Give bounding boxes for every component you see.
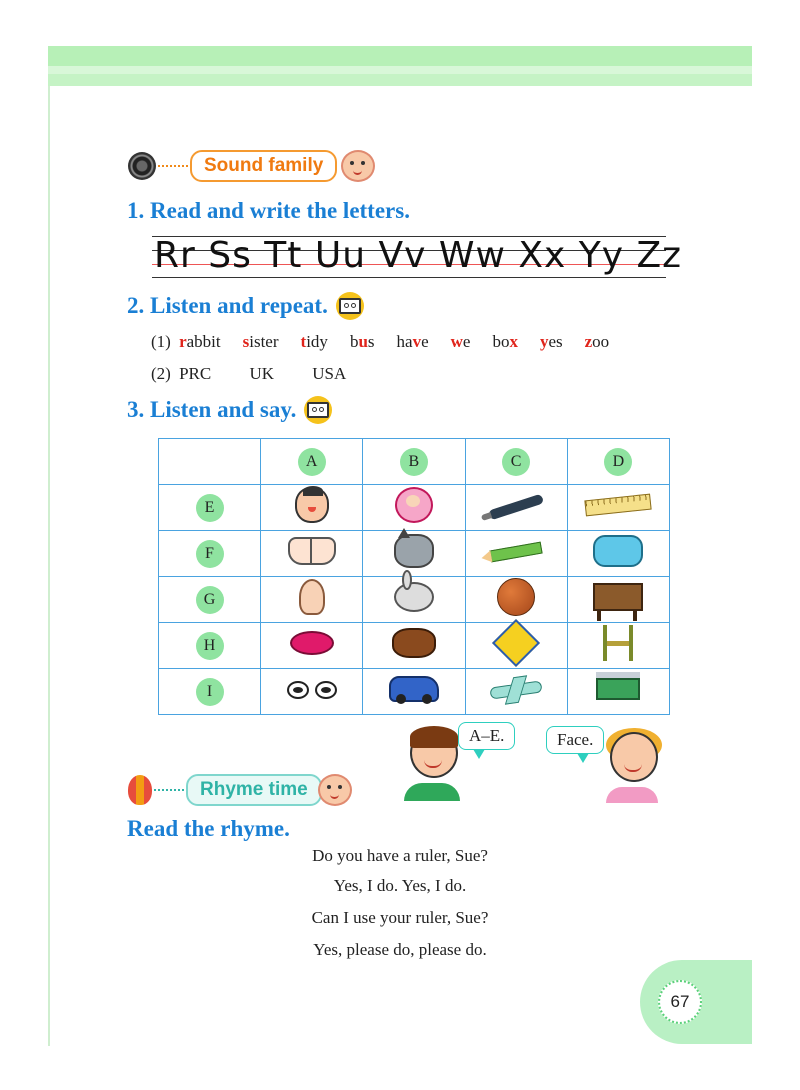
cassette-icon[interactable] [304, 396, 332, 424]
books-icon [596, 678, 640, 700]
phonics-words-line [151, 332, 631, 352]
highlighted-letter: z [584, 332, 593, 351]
sound-family-badge [128, 150, 375, 182]
grid-row-f [159, 531, 670, 577]
cat-icon [394, 534, 434, 568]
column-label: D [604, 448, 632, 476]
word-part: ister [249, 332, 279, 351]
word-part: oo [592, 332, 610, 351]
highlighted-letter: w [450, 332, 463, 351]
grid-header-row [159, 439, 670, 485]
exercise3-header [127, 396, 332, 424]
abbr-item: USA [312, 364, 347, 383]
ruler-icon [585, 494, 652, 517]
word-part: e [421, 332, 429, 351]
rhyme-line: Yes, I do. Yes, I do. [333, 876, 467, 895]
kite-icon [492, 619, 540, 667]
highlighted-letter: t [300, 332, 307, 351]
boy-face-icon [410, 728, 458, 778]
boy-character [410, 728, 460, 801]
word-part: ha [396, 332, 413, 351]
speaker-icon [128, 152, 156, 180]
row-label: E [196, 494, 224, 522]
bag-icon [593, 535, 643, 567]
row-label: I [196, 678, 224, 706]
phonics-word [350, 332, 375, 352]
rhyme-title: Read the rhyme. [127, 816, 290, 841]
handwriting-lines [152, 235, 683, 278]
phonics-word [540, 332, 563, 352]
row-label: F [196, 540, 224, 568]
phonics-word [301, 332, 328, 352]
eyes-icon [287, 681, 337, 697]
line1-prefix: (1) [151, 332, 171, 351]
highlighted-letter: u [358, 332, 368, 351]
hot-air-balloon-icon [128, 775, 152, 805]
word-part: idy [306, 332, 328, 351]
grid-row-h [159, 623, 670, 669]
desk-icon [593, 583, 643, 611]
rhyme-line: Can I use your ruler, Sue? [311, 908, 489, 927]
word-part: e [462, 332, 471, 351]
word-part: s [367, 332, 375, 351]
phonics-word [492, 332, 518, 352]
highlighted-letter: r [179, 332, 187, 351]
row-label: H [196, 632, 224, 660]
top-band-lower [48, 74, 752, 86]
hands-icon [288, 537, 336, 565]
line2-prefix: (2) [151, 364, 171, 383]
boy-speech-bubble: A–E. [458, 722, 515, 750]
lips-icon [290, 631, 334, 655]
phonics-word [451, 332, 471, 352]
grid-row-e [159, 485, 670, 531]
exercise3-title: 3. Listen and say. [127, 397, 297, 422]
ear-icon [299, 579, 325, 615]
pencil-icon [489, 541, 542, 562]
column-header [261, 439, 363, 485]
column-header [363, 439, 465, 485]
face-icon [295, 487, 329, 523]
girl-face-icon [610, 732, 658, 782]
boy-shirt [404, 783, 460, 801]
plane-icon [490, 680, 543, 699]
abbr-item: UK [249, 364, 275, 383]
dotted-connector [154, 789, 184, 791]
boy-face-icon [318, 774, 352, 806]
girl-dress [606, 787, 658, 803]
highlighted-letter: s [242, 332, 250, 351]
exercise1-title: 1. Read and write the letters. [127, 198, 410, 223]
ball-icon [497, 578, 535, 616]
column-header [567, 439, 669, 485]
word-part: bo [492, 332, 510, 351]
phonics-word [243, 332, 279, 352]
column-header [465, 439, 567, 485]
car-icon [389, 676, 439, 702]
grid-row-g [159, 577, 670, 623]
dotted-connector [158, 165, 188, 167]
rhyme-line: Do you have a ruler, Sue? [312, 846, 488, 865]
phonics-word [585, 332, 610, 352]
pen-icon [488, 493, 544, 520]
grid-corner-cell [159, 439, 261, 485]
highlighted-letter: y [539, 332, 549, 351]
column-label: A [298, 448, 326, 476]
abbr-item: PRC [179, 364, 212, 383]
sound-family-label: Sound family [190, 150, 337, 182]
girl-character [610, 732, 658, 803]
row-label: G [196, 586, 224, 614]
cassette-icon[interactable] [336, 292, 364, 320]
picture-grid [158, 438, 670, 715]
dog-icon [392, 628, 436, 658]
highlighted-letter: v [412, 332, 422, 351]
exercise2-title: 2. Listen and repeat. [127, 293, 328, 318]
exercise2-header [127, 292, 364, 320]
chair-icon [603, 625, 633, 661]
top-band-light [48, 66, 752, 74]
baby-icon [395, 487, 433, 523]
rhyme-line: Yes, please do, please do. [313, 940, 487, 959]
top-band [48, 46, 752, 66]
highlighted-letter: x [509, 332, 518, 351]
word-list [179, 332, 631, 351]
grid-row-i [159, 669, 670, 715]
girl-face-icon [341, 150, 375, 182]
letters-row: Rr Ss Tt Uu Vv Ww Xx Yy Zz [154, 235, 683, 276]
page-number: 67 [658, 980, 702, 1024]
column-label: B [400, 448, 428, 476]
word-part: abbit [186, 332, 221, 351]
word-part: es [548, 332, 563, 351]
rabbit-icon [394, 582, 434, 612]
word-part: b [349, 332, 359, 351]
phonics-word [179, 332, 221, 352]
rhyme-time-badge [128, 774, 352, 806]
column-label: C [502, 448, 530, 476]
girl-speech-bubble: Face. [546, 726, 604, 754]
left-margin-line [48, 86, 50, 1046]
abbreviations-line [151, 364, 368, 384]
rhyme-time-label: Rhyme time [186, 774, 322, 806]
phonics-word [397, 332, 429, 352]
